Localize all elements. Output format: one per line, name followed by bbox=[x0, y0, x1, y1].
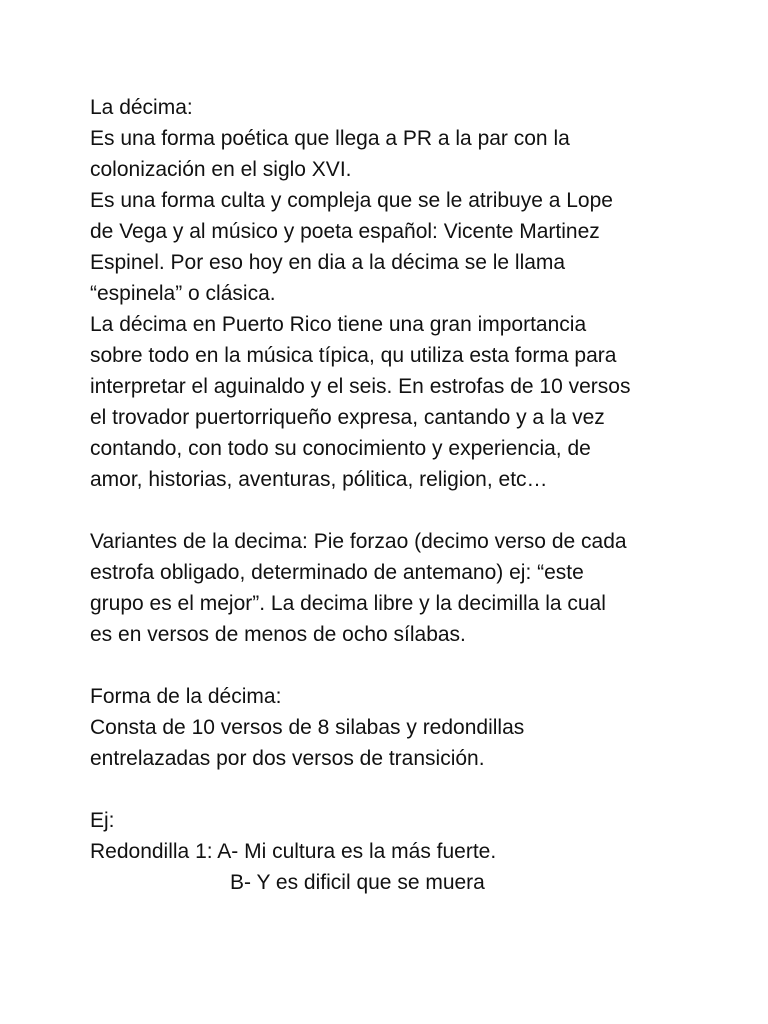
paragraph-line: colonización en el siglo XVI. bbox=[90, 158, 352, 181]
paragraph-line: Variantes de la decima: Pie forzao (decimo verso de cada bbox=[90, 530, 627, 553]
paragraph-line: grupo es el mejor”. La decima libre y la decimilla la cual bbox=[90, 592, 606, 615]
document-body bbox=[90, 92, 730, 898]
paragraph-line: La décima en Puerto Rico tiene una gran importancia bbox=[90, 313, 587, 336]
paragraph-line: contando, con todo su conocimiento y experiencia, de bbox=[90, 437, 591, 460]
paragraph-line: el trovador puertorriqueño expresa, cantando y a la vez bbox=[90, 406, 605, 429]
paragraph-line: entrelazadas por dos versos de transición. bbox=[90, 747, 485, 770]
paragraph-line: Es una forma poética que llega a PR a la par con la bbox=[90, 127, 570, 150]
paragraph-line: estrofa obligado, determinado de antemano) ej: “este bbox=[90, 561, 584, 584]
paragraph-line: amor, historias, aventuras, pólitica, religion, etc… bbox=[90, 468, 548, 491]
paragraph-line: de Vega y al músico y poeta español: Vicente Martinez bbox=[90, 220, 600, 243]
paragraph-line: sobre todo en la música típica, qu utiliza esta forma para bbox=[90, 344, 617, 367]
example-line-b: B- Y es dificil que se muera bbox=[230, 871, 485, 894]
paragraph-spacer bbox=[90, 495, 730, 526]
paragraph-line: es en versos de menos de ocho sílabas. bbox=[90, 623, 466, 646]
paragraph-spacer bbox=[90, 650, 730, 681]
paragraph-line: “espinela” o clásica. bbox=[90, 282, 276, 305]
example-line-a: Redondilla 1: A- Mi cultura es la más fuerte. bbox=[90, 840, 497, 863]
section-heading-ejemplo: Ej: bbox=[90, 809, 115, 832]
paragraph-line: interpretar el aguinaldo y el seis. En estrofas de 10 versos bbox=[90, 375, 631, 398]
section-heading-forma: Forma de la décima: bbox=[90, 685, 282, 708]
paragraph-line: Es una forma culta y compleja que se le atribuye a Lope bbox=[90, 189, 613, 212]
paragraph-line: Espinel. Por eso hoy en dia a la décima se le llama bbox=[90, 251, 566, 274]
paragraph-line: Consta de 10 versos de 8 silabas y redondillas bbox=[90, 716, 525, 739]
section-heading-decima: La décima: bbox=[90, 96, 193, 119]
paragraph-spacer bbox=[90, 774, 730, 805]
